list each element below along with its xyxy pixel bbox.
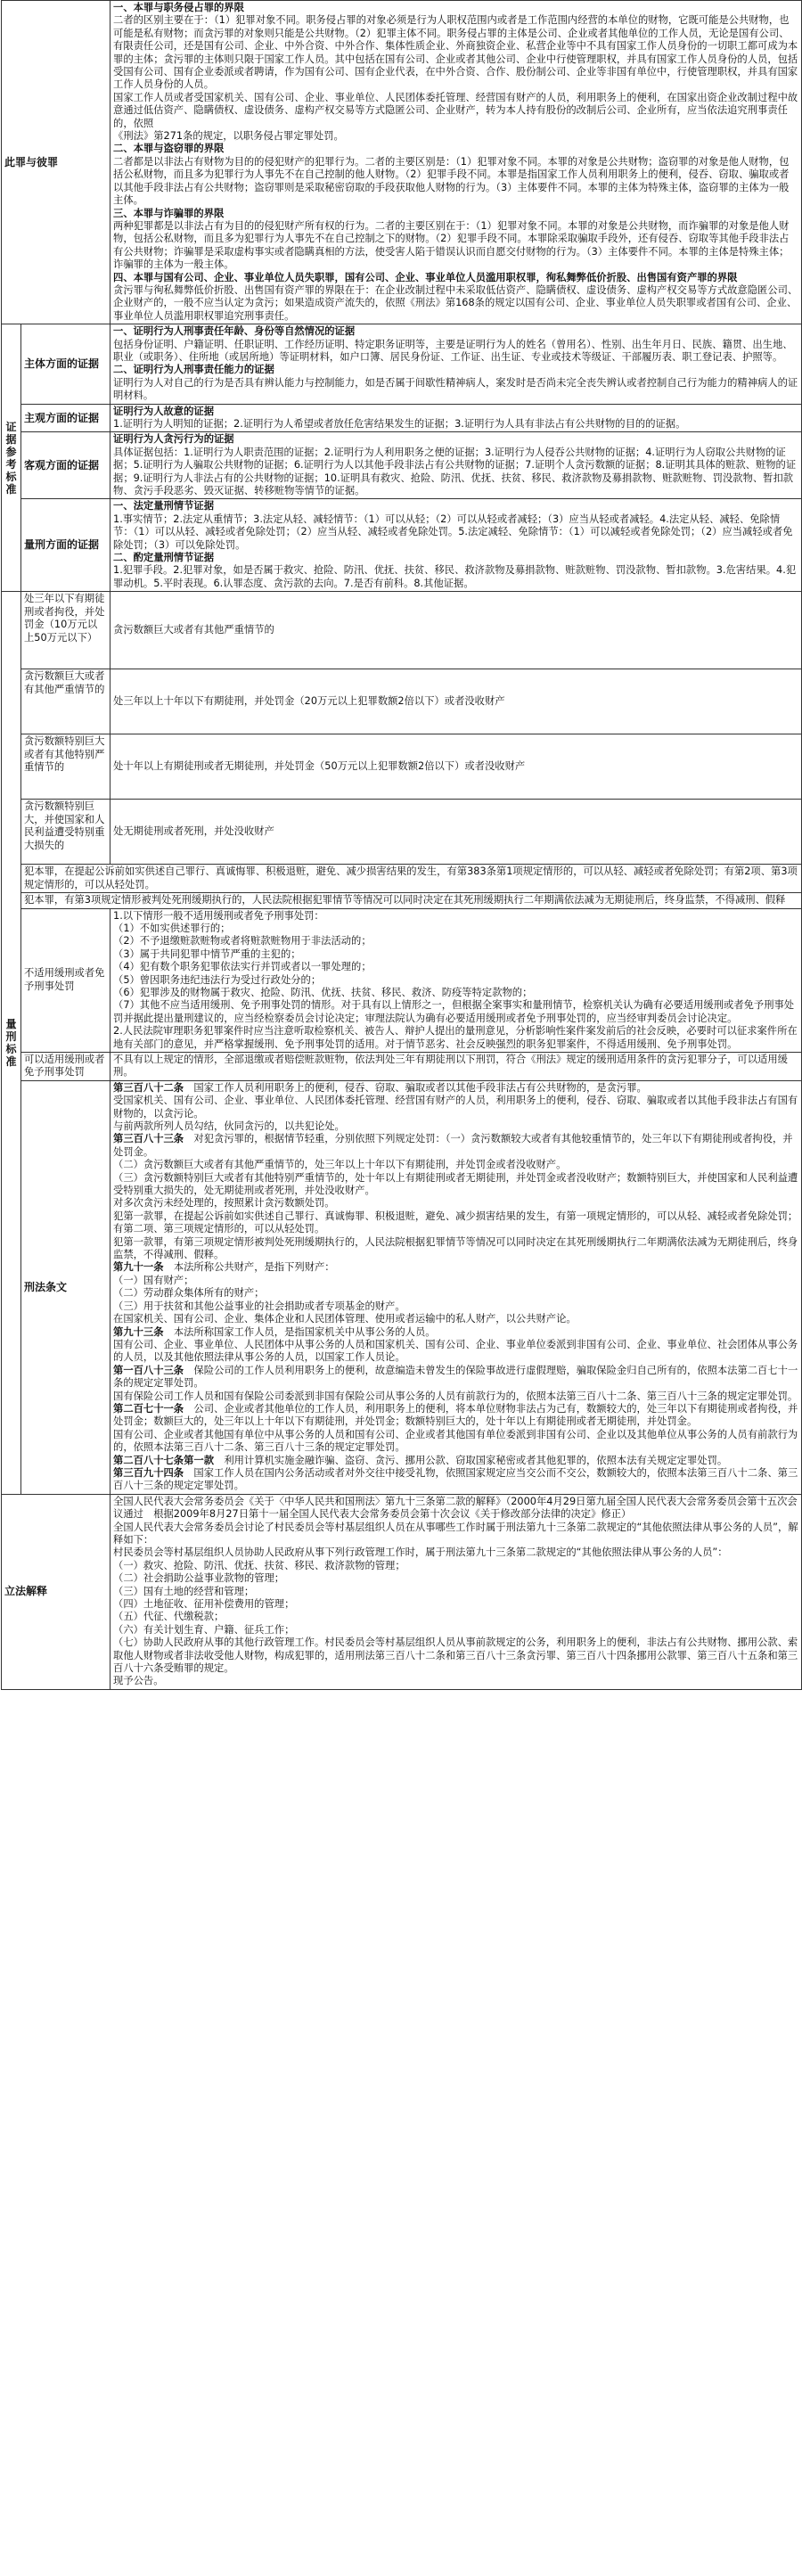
paragraph-text: 国家工作人员利用职务上的便利，侵吞、窃取、骗取或者以其他手段非法占有公共财物的，是贪污罪。: [193, 1081, 647, 1094]
paragraph-text: 1.证明行为人明知的证据；2.证明行为人希望或者放任危害结果发生的证据；3.证明行为人具有非法占有公共财物的目的的证据。: [113, 418, 686, 430]
penalty-row-3: [2, 734, 802, 800]
paragraph-heading: 二、酌定量刑情节证据: [113, 552, 214, 564]
paragraph: （五）代征、代缴税款；: [113, 1611, 225, 1623]
paragraph: （3）属于共同犯罪中情节严重的主犯的；: [113, 948, 301, 960]
penalty-text-4: 处无期徒刑或者死刑，并处没收财产: [110, 800, 802, 865]
paragraph: [113, 433, 798, 446]
crime-reference-table: [1, 0, 802, 1690]
paragraph-text: 证明行为人对自己的行为是否具有辨认能力与控制能力，如是否属于间歇性精神病人，案发时是否尚未完全丧失辨认或者控制自己行为能力的精神病人的证明材料。: [113, 376, 798, 402]
paragraph: 1.以下情形一般不适用缓刑或者免予刑事处罚：: [113, 909, 324, 922]
paragraph-text: （二）贪污数额巨大或者有其他严重情节的，处三年以上十年以下有期徒刑，并处罚金或者没收财产。: [113, 1159, 567, 1171]
paragraph: [113, 1197, 798, 1210]
paragraph: 2.人民法院审理职务犯罪案件时应当注意听取检察机关、被告人、辩护人提出的量刑意见，分析影响性案件案发前后的社会反映，必要时可以征求案件所在地有关部门的意见，并严格掌握缓刑、免予刑事处罚的适用。对于情节恶劣、社会反映强烈的职务犯罪案件，不得适用缓刑、免予刑事处罚。: [113, 1025, 798, 1050]
paragraph-text: 国有公司、企业或者其他国有单位中从事公务的人员和国有公司、企业或者其他国有单位委派到非国有公司、企业以及其他单位从事公务的人员有前款行为的，依照本法第三百八十二条、第三百八十三条的规定定罪处罚。: [113, 1428, 798, 1454]
law-row: [2, 1080, 802, 1494]
evidence-row-2: [2, 404, 802, 432]
paragraph: [113, 1261, 798, 1274]
paragraph: [113, 364, 798, 376]
evidence-row-1: [2, 324, 802, 404]
penalty-note-row-1: [2, 865, 802, 893]
paragraph-text: 公司、企业或者其他单位的工作人员，利用职务上的便利，将本单位财物非法占为己有，数额较大的，处三年以下有期徒刑或者拘役，并处罚金；数额巨大的，处三年以上十年以下有期徒刑，并处罚金；数额特别巨大的，处十年以上有期徒刑或者无期徒刑，并处罚金。: [113, 1402, 798, 1428]
paragraph-text: 包括身份证明、户籍证明、任职证明、工作经历证明、特定职务证明等，主要是证明行为人的姓名（曾用名）、性别、出生年月日、民族、籍贯、出生地、职业（或职务）、住所地（或居所地）等证明材料，如户口簿、居民身份证、工作证、出生证、专业或技术等级证、干部履历表、职工登记表、护照等。: [113, 338, 793, 363]
paragraph: [113, 1455, 798, 1467]
paragraph-heading: 一、本罪与职务侵占罪的界限: [113, 2, 244, 13]
paragraph-text: 国有公司、企业、事业单位、人民团体中从事公务的人员和国家机关、国有公司、企业、事业单位委派到非国有公司、企业、事业单位、社会团体从事公务的人员，以及其他依照法律从事公务的人员，以国家工作人员论。: [113, 1338, 798, 1364]
paragraph-text: 1.犯罪手段。2.犯罪对象，如是否属于救灾、抢险、防汛、优抚、扶贫、移民、救济款物及募捐款物、赃款赃物、罚没款物、暂扣款物。3.危害结果。4.犯罪动机。5.平时表现。6.认罪态度、贪污款的去向。7.是否有前科。8.其他证据。: [113, 564, 797, 589]
paragraph-text: （三）贪污数额特别巨大或者有其他特别严重情节的，处十年以上有期徒刑或者无期徒刑，并处罚金或者没收财产；数额特别巨大，并使国家和人民利益遭受特别重大损失的，处无期徒刑或者死刑，并处没收财产。: [113, 1171, 798, 1197]
probation-row-2: [2, 1052, 802, 1080]
paragraph-text: 犯第一款罪，有第三项规定情形被判处死刑缓期执行的，人民法院根据犯罪情节等情况可以同时决定在其死刑缓期执行二年期满依法减为无期徒刑后，终身监禁，不得减刑、假释。: [113, 1235, 798, 1261]
paragraph: （7）其他不应当适用缓刑、免予刑事处罚的情形。对于具有以上情形之一，但根据全案事实和量刑情节，检察机关认为确有必要适用缓刑或者免予刑事处罚并据此提出量刑建议的，应当经检察委员会讨论决定；审理法院认为确有必要适用缓刑或者免予刑事处罚的，应当经审判委员会讨论决定。: [113, 999, 795, 1024]
paragraph: [113, 14, 798, 91]
penalty-label-4: 贪污数额特别巨大，并使国家和人民利益遭受特别重大损失的: [21, 800, 110, 865]
paragraph: [113, 1326, 798, 1339]
paragraph-text: 二者的区别主要在于：（1）犯罪对象不同。职务侵占罪的对象必须是行为人职权范围内或者是工作范围内经营的本单位的财物，它既可能是公共财物，也可能是私有财物；而贪污罪的对象则只能是公共财物。（2）犯罪主体不同。职务侵占罪的主体是公司、企业或者其他单位的工作人员，无论是国有公司、有限责任公司，还是国有公司、企业、中外合资、中外合作、集体性质企业、外商独资企业、私营企业等中不具有国家工作人员身份的一切职工都可成为本罪的主体；贪污罪的主体则只限于国家工作人员。其中包括在国有公司、企业或者其他公司、企业中行使管理职权，并具有国家工作人员身份的人员，包括受国有公司、国有企业委派或者聘请，作为国有公司、国有企业代表，在中外合资、合作、股份制公司、企业等非国有单位中，行使管理职权，并具有国家工作人员身份的人员。: [113, 14, 798, 91]
paragraph: （七）协助人民政府从事的其他行政管理工作。村民委员会等村基层组织人员从事前款规定的公务，利用职务上的便利，非法占有公共财物、挪用公款、索取他人财物或者非法收受他人财物，构成犯罪的，适用刑法第三百八十二条和第三百八十三条贪污罪、第三百八十四条挪用公款罪、第三百八十五条和第三百八十六条受贿罪的规定。: [113, 1637, 798, 1675]
paragraph-text: 对多次贪污未经处理的，按照累计贪污数额处罚。: [113, 1197, 335, 1210]
paragraph: （三）国有土地的经营和管理；: [113, 1585, 255, 1597]
paragraph: [113, 143, 798, 155]
paragraph-text: 受国家机关、国有公司、企业、事业单位、人民团体委托管理、经营国有财产的人员，利用职务上的便利，侵吞、窃取、骗取或者以其他手段非法占有国有财物的，以贪污论。: [113, 1095, 798, 1120]
evidence-content-4: [110, 499, 802, 592]
penalty-note-1: 犯本罪，在提起公诉前如实供述自己罪行、真诚悔罪、积极退赃，避免、减少损害结果的发生，有第383条第1项规定情形的，可以从轻、减轻或者免除处罚；有第2项、第3项规定情形的，可以从轻处罚。: [21, 865, 802, 893]
paragraph: [113, 1429, 798, 1455]
paragraph-text: 本法所称公共财产，是指下列财产：: [173, 1261, 335, 1274]
paragraph: 全国人民代表大会常务委员会讨论了村民委员会等村基层组织人员在从事哪些工作时属于刑法第九十三条第二款规定的“其他依照法律从事公务的人员”，解释如下：: [113, 1521, 798, 1546]
evidence-content-1: [110, 324, 802, 404]
paragraph-text: 两种犯罪都是以非法占有为目的的侵犯财产所有权的行为。二者的主要区别在于：（1）犯罪对象不同。本罪的对象是公共财物，而诈骗罪的对象是他人财物，包括公私财物，而且多为犯罪行为人事先不在自己控制之下的财物。（2）犯罪手段不同。本罪除采取骗取手段外，还有侵吞、窃取等其他手段非法占有公共财物；诈骗罪是采取虚构事实或者隐瞒真相的方法，使受害人陷于错误认识而自愿交付财物的行为。（3）主体要件不同。本罪的主体是特殊主体；诈骗罪的主体为一般主体。: [113, 219, 790, 271]
paragraph-heading: 第三百八十三条: [113, 1133, 184, 1145]
paragraph-heading: 三、本罪与诈骗罪的界限: [113, 207, 225, 219]
paragraph-heading: 第二百七十一条: [113, 1402, 184, 1415]
paragraph: （二）社会捐助公益事业款物的管理；: [113, 1572, 285, 1585]
law-content: [110, 1080, 802, 1494]
paragraph: [113, 447, 798, 498]
legislation-content: [110, 1494, 802, 1689]
paragraph: [113, 1391, 798, 1403]
paragraph: [113, 272, 798, 284]
paragraph-text: 在国家机关、国有公司、企业、集体企业和人民团体管理、使用或者运输中的私人财产，以公共财产论。: [113, 1313, 577, 1325]
probation2-label: 可以适用缓刑或者免予刑事处罚: [21, 1052, 110, 1080]
paragraph: [113, 1339, 798, 1365]
paragraph: [113, 156, 798, 208]
paragraph: [113, 564, 798, 590]
paragraph-heading: 一、证明行为人刑事责任年龄、身份等自然情况的证据: [113, 325, 356, 338]
paragraph: [113, 1172, 798, 1198]
paragraph-text: （一）国有财产；: [113, 1274, 194, 1286]
paragraph: [113, 1365, 798, 1391]
paragraph-text: 国家工作人员在国内公务活动或者对外交往中接受礼物，依照国家规定应当交公而不交公，数额较大的，依照本法第三百八十二条、第三百八十三条的规定定罪处罚。: [113, 1466, 798, 1492]
evidence-label-1: 主体方面的证据: [21, 324, 110, 404]
evidence-content-2: [110, 404, 802, 432]
paragraph-heading: 证明行为人贪污行为的证据: [113, 433, 234, 446]
paragraph-heading: 二、本罪与盗窃罪的界限: [113, 143, 225, 155]
paragraph: [113, 1467, 798, 1493]
paragraph: [113, 130, 798, 143]
paragraph: （2）不予退缴赃款赃物或者将赃款赃物用于非法活动的；: [113, 935, 372, 948]
distinction-label: 此罪与彼罪: [2, 1, 110, 324]
paragraph: [113, 377, 798, 403]
probation-label: 不适用缓刑或者免予刑事处罚: [21, 908, 110, 1052]
paragraph: [113, 2, 798, 14]
paragraph-text: 本法所称国家工作人员，是指国家机关中从事公务的人员。: [173, 1325, 436, 1338]
paragraph: 全国人民代表大会常务委员会《关于〈中华人民共和国刑法〉第九十三条第二款的解释》（2000年4月29日第九届全国人民代表大会常务委员会第十五次会议通过 根据2009年8月27日第十一届全国人民代表大会常务委员会第十次会议《关于修改部分法律的决定》修正）: [113, 1495, 798, 1521]
paragraph: [113, 284, 798, 323]
paragraph: [113, 1210, 798, 1236]
paragraph: [113, 339, 798, 365]
paragraph-heading: 一、法定量刑情节证据: [113, 500, 214, 513]
evidence-row-4: [2, 499, 802, 592]
paragraph-text: 二者都是以非法占有财物为目的的侵犯财产的犯罪行为。二者的主要区别是：（1）犯罪对象不同。本罪的对象是公共财物；盗窃罪的对象是他人财物，包括公私财物，而且多为犯罪行为人事先不在自己控制的他人财物。（2）犯罪手段不同。本罪是指国家工作人员利用职务上的便利，侵吞、窃取、骗取或者以其他手段非法占有公共财物；盗窃罪则是采取秘密窃取的手段获取他人财物的行为。（3）主体要件不同。本罪的主体为特殊主体，盗窃罪的主体为一般主体。: [113, 155, 790, 207]
paragraph-text: （二）劳动群众集体所有的财产；: [113, 1287, 265, 1300]
paragraph: （1）不如实供述罪行的；: [113, 922, 231, 934]
legislation-row: [2, 1494, 802, 1689]
penalty-row-1: [2, 592, 802, 669]
paragraph-heading: 第九十一条: [113, 1261, 164, 1274]
paragraph-text: 《刑法》第271条的规定，以职务侵占罪定罪处罚。: [113, 130, 344, 143]
penalty-note-row-2: [2, 893, 802, 908]
paragraph: [113, 1300, 798, 1313]
paragraph: [113, 1287, 798, 1300]
paragraph-heading: 第三百八十二条: [113, 1081, 184, 1094]
paragraph-heading: 第三百九十四条: [113, 1466, 184, 1479]
paragraph: [113, 1236, 798, 1262]
paragraph: [113, 92, 798, 130]
paragraph: [113, 208, 798, 220]
paragraph: （六）有关计划生育、户籍、征兵工作；: [113, 1623, 295, 1636]
paragraph: [113, 325, 798, 338]
penalty-note-2: 犯本罪，有第3项规定情形被判处死刑缓期执行的，人民法院根据犯罪情节等情况可以同时决定在其死刑缓期执行二年期满依法减为无期徒刑后，终身监禁，不得减刑、假释: [21, 893, 802, 908]
paragraph-text: 与前两款所列人员勾结，伙同贪污的，以共犯论处。: [113, 1120, 345, 1132]
probation-row: [2, 908, 802, 1052]
paragraph: （4）犯有数个职务犯罪依法实行并罚或者以一罪处理的；: [113, 961, 372, 973]
paragraph: [113, 418, 798, 431]
paragraph: [113, 1275, 798, 1287]
paragraph: [113, 1133, 798, 1159]
penalty-text-2: 处三年以上十年以下有期徒刑，并处罚金（20万元以上犯罪数额2倍以下）或者没收财产: [110, 669, 802, 734]
paragraph-text: 具体证据包括：1.证明行为人职责范围的证据；2.证明行为人利用职务之便的证据；3.证明行为人侵吞公共财物的证据；4.证明行为人窃取公共财物的证据；5.证明行为人骗取公共财物的证据；6.证明行为人以其他手段非法占有公共财物的证据；7.证明个人贪污数额的证据；8.证明其具体的赃款、赃物的证据；9.证明行为人非法占有的公共财物的证据；10.证明具有救灾、抢险、防汛、优抚、扶贫、移民、救济款物及募捐款物、赃款赃物、罚没款物、暂扣款物、贪污手段恶劣、毁灭证据、转移赃物等情节的证据。: [113, 446, 797, 497]
penalty-row-2: [2, 669, 802, 734]
probation2-content: 不具有以上规定的情形，全部退缴或者赔偿赃款赃物，依法判处三年有期徒刑以下刑罚，符合《刑法》规定的缓刑适用条件的贪污犯罪分子，可以适用缓刑。: [110, 1052, 802, 1080]
paragraph-text: 犯第一款罪，在提起公诉前如实供述自己罪行、真诚悔罪、积极退赃，避免、减少损害结果的发生，有第一项规定情形的，可以从轻、减轻或者免除处罚；有第二项、第三项规定情形的，可以从轻处罚。: [113, 1210, 798, 1235]
probation-content: [110, 908, 802, 1052]
distinction-row: [2, 1, 802, 324]
paragraph: 村民委员会等村基层组织人员协助人民政府从事下列行政管理工作时，属于刑法第九十三条第二款规定的“其他依照法律从事公务的人员”：: [113, 1546, 728, 1559]
paragraph-text: 1.事实情节；2.法定从重情节；3.法定从轻、减轻情节：（1）可以从轻；（2）可以从轻或者减轻；（3）应当从轻或者减轻。4.法定从轻、减轻、免除情节：（1）可以从轻、减轻或者免除处罚；（2）应当从轻、减轻或者免除处罚。5.法定减轻、免除情节：（1）可以减轻或者免除处罚；（2）应当减轻或者免除处罚；（3）可以免除处罚。: [113, 513, 793, 551]
paragraph: [113, 1120, 798, 1133]
evidence-label-4: 量刑方面的证据: [21, 499, 110, 592]
penalty-text-1: 贪污数额巨大或者有其他严重情节的: [110, 592, 802, 669]
paragraph-heading: 第九十三条: [113, 1325, 164, 1338]
penalty-row-4: [2, 800, 802, 865]
paragraph-heading: 第一百八十三条: [113, 1364, 184, 1376]
penalty-text-3: 处十年以上有期徒刑或者无期徒刑，并处罚金（50万元以上犯罪数额2倍以下）或者没收财产: [110, 734, 802, 800]
evidence-label-3: 客观方面的证据: [21, 432, 110, 499]
paragraph-text: 国有保险公司工作人员和国有保险公司委派到非国有保险公司从事公务的人员有前款行为的，依照本法第三百八十二条、第三百八十三条的规定定罪处罚。: [113, 1390, 798, 1402]
paragraph: [113, 406, 798, 418]
paragraph-text: 利用计算机实施金融诈骗、盗窃、贪污、挪用公款、窃取国家秘密或者其他犯罪的，依照本法有关规定定罪处罚。: [224, 1454, 728, 1466]
evidence-label-2: 主观方面的证据: [21, 404, 110, 432]
law-label: 刑法条文: [21, 1080, 110, 1494]
paragraph-text: 国家工作人员或者受国家机关、国有公司、企业、事业单位、人民团体委托管理、经营国有财产的人员，利用职务上的便利，在国家出资企业改制过程中故意通过低估资产、隐瞒债权、虚设债务、虚构产权交易等方式隐匿公司、企业财产，转为本人持有股份的改制后公司、企业所有，应当依法追究刑事责任的，依照: [113, 91, 798, 129]
paragraph: [113, 220, 798, 272]
paragraph: 现予公告。: [113, 1675, 164, 1687]
paragraph: （5）曾因职务违纪违法行为受过行政处分的；: [113, 973, 322, 986]
paragraph: [113, 500, 798, 513]
evidence-content-3: [110, 432, 802, 499]
penalty-label-2: 贪污数额巨大或者有其他严重情节的: [21, 669, 110, 734]
evidence-row-3: [2, 432, 802, 499]
paragraph-text: 贪污罪与徇私舞弊低价折股、出售国有资产罪的界限在于：在企业改制过程中未采取低估资产、隐瞒债权、虚设债务、虚构产权交易等方式故意隐匿公司、企业财产的，一般不应当认定为贪污；如果造成资产流失的，依照《刑法》第168条的规定以国有公司、企业、事业单位人员失职罪或者国有公司、企业、事业单位人员滥用职权罪追究刑事责任。: [113, 283, 798, 322]
legislation-label: 立法解释: [2, 1494, 110, 1689]
paragraph: （四）土地征收、征用补偿费用的管理；: [113, 1598, 295, 1611]
paragraph: [113, 552, 798, 564]
penalty-side-label: 量刑标准: [2, 592, 21, 1495]
paragraph-heading: 证明行为人故意的证据: [113, 405, 214, 417]
penalty-label-3: 贪污数额特别巨大或者有其他特别严重情节的: [21, 734, 110, 800]
penalty-label-1: 处三年以下有期徒刑或者拘役，并处罚金（10万元以上50万元以下）: [21, 592, 110, 669]
paragraph: （一）救灾、抢险、防汛、优抚、扶贫、移民、救济款物的管理；: [113, 1559, 405, 1571]
distinction-content: [110, 1, 802, 324]
evidence-side-label: 证据参考标准: [2, 324, 21, 592]
paragraph: [113, 1159, 798, 1171]
paragraph: [113, 1403, 798, 1429]
paragraph-text: 保险公司的工作人员利用职务上的便利，故意编造未曾发生的保险事故进行虚假理赔，骗取保险金归自己所有的，依照本法第二百七十一条的规定定罪处罚。: [113, 1364, 798, 1390]
paragraph-heading: 二、证明行为人刑事责任能力的证据: [113, 364, 274, 376]
paragraph-heading: 四、本罪与国有公司、企业、事业单位人员失职罪，国有公司、企业、事业单位人员滥用职权罪，徇私舞弊低价折股、出售国有资产罪的界限: [113, 271, 738, 283]
paragraph: [113, 513, 798, 552]
paragraph: [113, 1313, 798, 1325]
paragraph: [113, 1095, 798, 1120]
paragraph-heading: 第二百八十七条第一款: [113, 1454, 214, 1466]
paragraph: [113, 1082, 798, 1095]
paragraph-text: （三）用于扶贫和其他公益事业的社会捐助或者专项基金的财产。: [113, 1300, 405, 1312]
paragraph: （6）犯罪涉及的财物属于救灾、抢险、防汛、优抚、扶贫、移民、救济、防疫等特定款物的；: [113, 986, 533, 998]
paragraph-text: 对犯贪污罪的，根据情节轻重，分别依照下列规定处罚：（一）贪污数额较大或者有其他较重情节的，处三年以下有期徒刑或者拘役，并处罚金。: [113, 1133, 793, 1158]
